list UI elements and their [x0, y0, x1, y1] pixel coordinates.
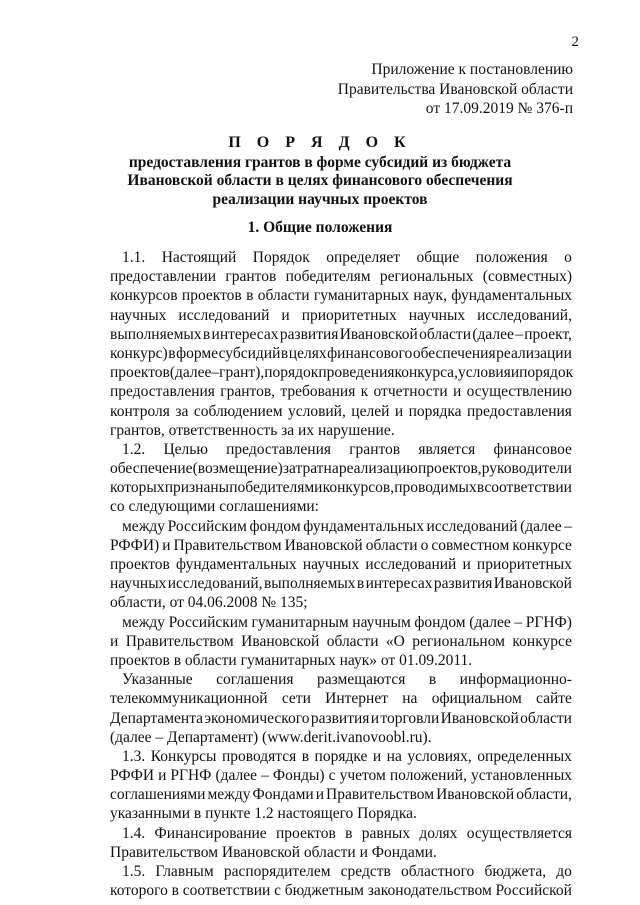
text-word: РГНФ: [170, 767, 212, 785]
document-subtitle-line: предоставления грантов в форме субсидий из бюджета: [128, 153, 512, 171]
text-line: [110, 766, 572, 785]
text-word: выполняемых: [110, 325, 202, 343]
text-line: [110, 632, 572, 651]
text-word: развития: [279, 325, 339, 343]
text-word: проектов,: [417, 460, 482, 478]
text-word: проводимых: [394, 479, 477, 497]
text-word: предоставления: [226, 440, 332, 458]
text-word: в: [301, 747, 310, 765]
text-word: проектов: [110, 364, 170, 382]
text-word: развития: [310, 709, 370, 727]
text-word: и: [394, 402, 404, 420]
text-word: конкурс): [110, 344, 168, 362]
text-line: [110, 440, 572, 459]
text-word: грант),: [219, 364, 265, 382]
text-word: наук,: [413, 287, 447, 305]
text-word: обеспечение: [110, 460, 193, 478]
text-word: Российским: [167, 517, 247, 535]
text-word: и: [110, 632, 119, 650]
appendix-line: от 17.09.2019 № 376-п: [425, 100, 573, 117]
text-word: (далее – Департамент) (www.derit.ivanovoobl.ru).: [110, 728, 432, 746]
text-word: и: [370, 709, 380, 727]
text-word: и: [281, 306, 290, 324]
appendix-note: [338, 60, 573, 119]
text-word: гуманитарных: [313, 287, 410, 305]
text-word: контроля: [110, 402, 170, 420]
text-word: области: [419, 325, 471, 343]
document-subtitle-line: реализации научных проектов: [212, 190, 428, 208]
text-line: [110, 785, 572, 804]
text-word: фундаментальных: [175, 556, 297, 573]
text-word: РГНФ): [525, 613, 572, 631]
text-word: порядке: [314, 747, 368, 765]
text-line: [110, 517, 572, 536]
text-word: региональных: [379, 268, 474, 286]
body-text: [110, 248, 572, 900]
text-word: долях: [419, 824, 458, 842]
text-word: финансового: [327, 344, 413, 362]
text-word: исследований: [426, 517, 518, 535]
text-word: финансовое: [493, 440, 572, 458]
text-word: конкурсов,: [322, 479, 395, 497]
text-word: руководители: [481, 460, 572, 478]
text-word: Порядок: [252, 249, 310, 266]
text-word: 1.1.: [122, 249, 146, 266]
text-word: условиях,: [407, 747, 472, 765]
text-word: –: [564, 517, 572, 535]
text-word: субсидий: [218, 344, 281, 362]
text-word: (возмещение): [192, 460, 283, 478]
text-word: Конкурсы: [150, 747, 217, 765]
text-word: –: [514, 613, 523, 631]
text-word: Правительством: [173, 536, 282, 554]
text-word: соблюдением: [193, 402, 283, 420]
text-word: предоставления: [110, 383, 215, 401]
text-word: распорядителем: [223, 863, 331, 880]
text-word: Целью: [163, 440, 208, 458]
text-word: выполняемых: [263, 575, 356, 593]
text-word: и: [162, 536, 171, 554]
text-word: о: [420, 536, 429, 554]
text-word: осуществляется: [466, 824, 572, 842]
text-line: [110, 344, 572, 363]
text-word: предоставления: [467, 402, 572, 420]
text-word: на: [323, 460, 339, 478]
text-word: отчетности: [373, 383, 448, 401]
text-word: к: [360, 383, 369, 401]
text-word: о: [564, 249, 572, 266]
text-word: определяет: [326, 249, 401, 266]
text-word: конкурсе: [512, 632, 572, 650]
text-word: в: [356, 575, 365, 593]
text-line: [110, 421, 572, 440]
text-word: целях: [288, 344, 327, 362]
text-word: предоставлении: [110, 268, 217, 286]
text-word: конкурса,: [394, 364, 458, 382]
text-line: [110, 382, 572, 401]
text-word: порядок: [519, 364, 574, 382]
text-word: проектов: [110, 556, 170, 573]
text-word: РФФИ): [110, 536, 160, 554]
text-word: соглашения: [216, 671, 294, 689]
text-word: (далее: [469, 613, 511, 631]
text-word: –: [261, 767, 269, 785]
text-word: области: [365, 536, 418, 554]
document-title-block: [110, 134, 530, 209]
text-word: бюджетным: [284, 882, 364, 900]
text-line: [110, 555, 572, 574]
text-word: исследований: [178, 306, 270, 324]
text-word: научных: [302, 556, 360, 573]
text-word: Российской: [495, 882, 572, 900]
text-word: интересах: [211, 325, 279, 343]
text-word: определенных: [477, 747, 572, 765]
text-line: [110, 747, 572, 766]
text-word: в: [476, 479, 485, 497]
text-word: положения: [475, 249, 548, 266]
page-number: 2: [571, 34, 579, 50]
text-word: Настоящий: [161, 249, 237, 266]
text-word: которых: [110, 479, 165, 497]
text-word: общие: [416, 249, 460, 266]
text-word: установленных: [470, 767, 572, 785]
text-word: в: [345, 824, 353, 842]
text-word: признаны: [164, 479, 230, 497]
text-word: официальном: [431, 690, 522, 708]
text-word: Финансирование: [154, 824, 267, 842]
text-word: проводятся: [221, 747, 297, 765]
text-word: исследований,: [167, 575, 263, 593]
document-subtitle-line: Ивановской области в целях финансового обеспечения: [127, 172, 513, 189]
text-word: Департамента: [110, 709, 204, 727]
text-word: является: [418, 440, 476, 458]
text-word: соответствии: [182, 882, 271, 900]
text-word: в: [202, 325, 211, 343]
text-word: на: [386, 747, 402, 765]
text-word: проектов: [275, 824, 336, 842]
text-line: [110, 306, 572, 325]
text-word: Правительством Ивановской области и Фондами.: [110, 843, 437, 861]
text-word: области: [520, 709, 572, 727]
text-word: грантов: [349, 440, 401, 458]
text-line: [110, 402, 572, 421]
text-word: (далее: [520, 517, 562, 535]
text-word: фондом: [249, 517, 301, 535]
text-word: экономического: [204, 709, 310, 727]
text-line: [110, 248, 572, 267]
text-word: победителям: [285, 268, 371, 286]
section-heading: 1. Общие положения: [247, 219, 393, 236]
text-word: которого: [110, 882, 168, 900]
text-word: Указанные: [122, 671, 193, 689]
text-line: [110, 613, 572, 632]
text-word: в: [246, 287, 254, 305]
text-word: порядка: [408, 402, 462, 420]
text-word: развития: [433, 575, 493, 593]
text-word: целей: [351, 402, 390, 420]
text-word: исследований,: [477, 306, 572, 324]
text-line: [110, 689, 572, 708]
text-word: законодательством: [367, 882, 492, 900]
text-word: Фонды): [272, 767, 325, 785]
text-word: Российским: [168, 613, 248, 631]
text-line: [110, 536, 572, 555]
text-word: Ивановской: [284, 536, 363, 554]
text-word: соответствии: [484, 479, 572, 497]
text-line: [110, 478, 572, 497]
text-word: исследований: [365, 556, 457, 573]
text-word: между: [207, 786, 251, 804]
text-word: (далее: [472, 325, 514, 343]
text-word: в: [428, 671, 437, 689]
text-word: за: [175, 402, 189, 420]
text-line: [110, 363, 572, 382]
text-word: обеспечения: [412, 344, 496, 362]
text-word: РФФИ: [110, 767, 155, 785]
text-word: совместном: [431, 536, 510, 554]
text-word: телекоммуникационной: [110, 690, 268, 708]
text-word: требования: [280, 383, 356, 401]
text-word: между: [122, 517, 166, 535]
text-word: проектов: [181, 287, 242, 305]
text-line: [110, 670, 572, 689]
text-word: Ивановской: [440, 709, 519, 727]
text-line: [110, 843, 572, 862]
text-word: области: [257, 287, 310, 305]
text-word: и: [158, 767, 167, 785]
text-word: Интернет: [325, 690, 388, 708]
text-word: победителями: [229, 479, 323, 497]
text-word: грантов: [225, 268, 277, 286]
text-word: в: [168, 344, 176, 362]
text-word: сайте: [536, 690, 572, 708]
text-word: и: [453, 383, 462, 401]
text-word: (далее: [215, 767, 258, 785]
text-word: в: [171, 882, 179, 900]
text-word: условия: [457, 364, 511, 382]
text-word: Фондами: [252, 786, 314, 804]
text-word: равных: [361, 824, 411, 842]
text-word: затрат: [282, 460, 324, 478]
text-word: –: [211, 364, 220, 382]
text-word: со следующими соглашениями:: [110, 498, 319, 516]
text-word: интересах: [365, 575, 433, 593]
text-word: реализации: [496, 344, 572, 362]
text-word: области,: [516, 786, 572, 804]
text-word: и: [510, 364, 520, 382]
text-word: области: [326, 632, 379, 650]
text-word: проведения: [318, 364, 395, 382]
text-line: [110, 497, 572, 516]
text-word: с: [328, 767, 336, 785]
text-line: [110, 824, 572, 843]
text-word: Главным: [155, 863, 214, 880]
text-word: в: [280, 344, 289, 362]
text-line: [110, 862, 572, 881]
text-word: реализацию: [338, 460, 418, 478]
text-word: приоритетных: [301, 306, 397, 324]
text-word: соглашениями: [110, 786, 206, 804]
text-line: [110, 325, 572, 344]
appendix-line: Правительства Ивановской области: [337, 80, 573, 98]
text-word: конкурсов: [110, 287, 178, 305]
text-word: (совместных): [482, 268, 572, 286]
text-word: форме: [176, 344, 219, 362]
text-word: конкурсе: [512, 536, 572, 554]
text-word: Ивановской: [436, 786, 515, 804]
text-word: (далее: [169, 364, 212, 382]
text-word: с: [274, 882, 281, 900]
text-word: информационно-: [459, 671, 572, 689]
text-word: Правительством: [125, 632, 234, 650]
text-word: между: [122, 613, 166, 631]
text-line: [110, 709, 572, 728]
text-word: проектов в области гуманитарных наук» от 01.09.2011.: [110, 651, 473, 669]
text-word: приоритетных: [476, 556, 572, 573]
text-line: [110, 593, 572, 612]
text-word: Ивановской: [241, 632, 320, 650]
text-word: Ивановской: [339, 325, 418, 343]
text-word: научных: [408, 306, 466, 324]
text-word: размещаются: [316, 671, 406, 689]
document-title: П О Р Я Д О К: [228, 134, 412, 151]
text-line: [110, 804, 572, 823]
text-word: до: [556, 863, 572, 880]
text-word: проект,: [524, 325, 572, 343]
text-word: научных: [110, 575, 167, 593]
text-word: и: [315, 786, 325, 804]
text-word: фундаментальных: [451, 287, 572, 305]
text-word: условий,: [287, 402, 346, 420]
appendix-line: Приложение к постановлению: [371, 61, 573, 78]
text-word: торговли: [380, 709, 440, 727]
text-word: грантов, ответственность за их нарушение.: [110, 421, 395, 439]
text-word: учетом: [339, 767, 386, 785]
text-word: осуществлению: [466, 383, 572, 401]
text-word: научным: [352, 613, 411, 631]
text-word: 1.3.: [122, 747, 146, 765]
text-word: Ивановской: [493, 575, 572, 593]
text-word: 1.5.: [122, 863, 146, 880]
text-word: указанными в пункте 1.2 настоящего Порядка.: [110, 805, 417, 823]
text-word: «О: [385, 632, 405, 650]
text-word: 1.4.: [122, 824, 146, 842]
text-word: области, от 04.06.2008 № 135;: [110, 594, 308, 612]
text-line: [110, 286, 572, 305]
text-word: на: [402, 690, 418, 708]
text-word: областного: [401, 863, 475, 880]
text-word: положений,: [389, 767, 467, 785]
text-word: бюджета,: [484, 863, 547, 880]
text-line: [110, 881, 572, 900]
text-line: [110, 728, 572, 747]
text-word: порядок: [264, 364, 319, 382]
text-word: сети: [281, 690, 311, 708]
text-line: [110, 267, 572, 286]
text-word: –: [515, 325, 523, 343]
text-word: и: [462, 556, 471, 573]
text-word: региональном: [412, 632, 505, 650]
text-word: и: [372, 747, 382, 765]
text-word: гуманитарным: [251, 613, 349, 631]
text-word: научных: [110, 306, 167, 324]
text-line: [110, 459, 572, 478]
text-word: 1.2.: [122, 440, 146, 458]
text-word: фондом: [414, 613, 466, 631]
text-line: [110, 651, 572, 670]
text-word: фундаментальных: [303, 517, 424, 535]
text-word: средств: [340, 863, 391, 880]
text-word: грантов,: [220, 383, 276, 401]
text-word: Правительством: [326, 786, 435, 804]
text-line: [110, 574, 572, 593]
